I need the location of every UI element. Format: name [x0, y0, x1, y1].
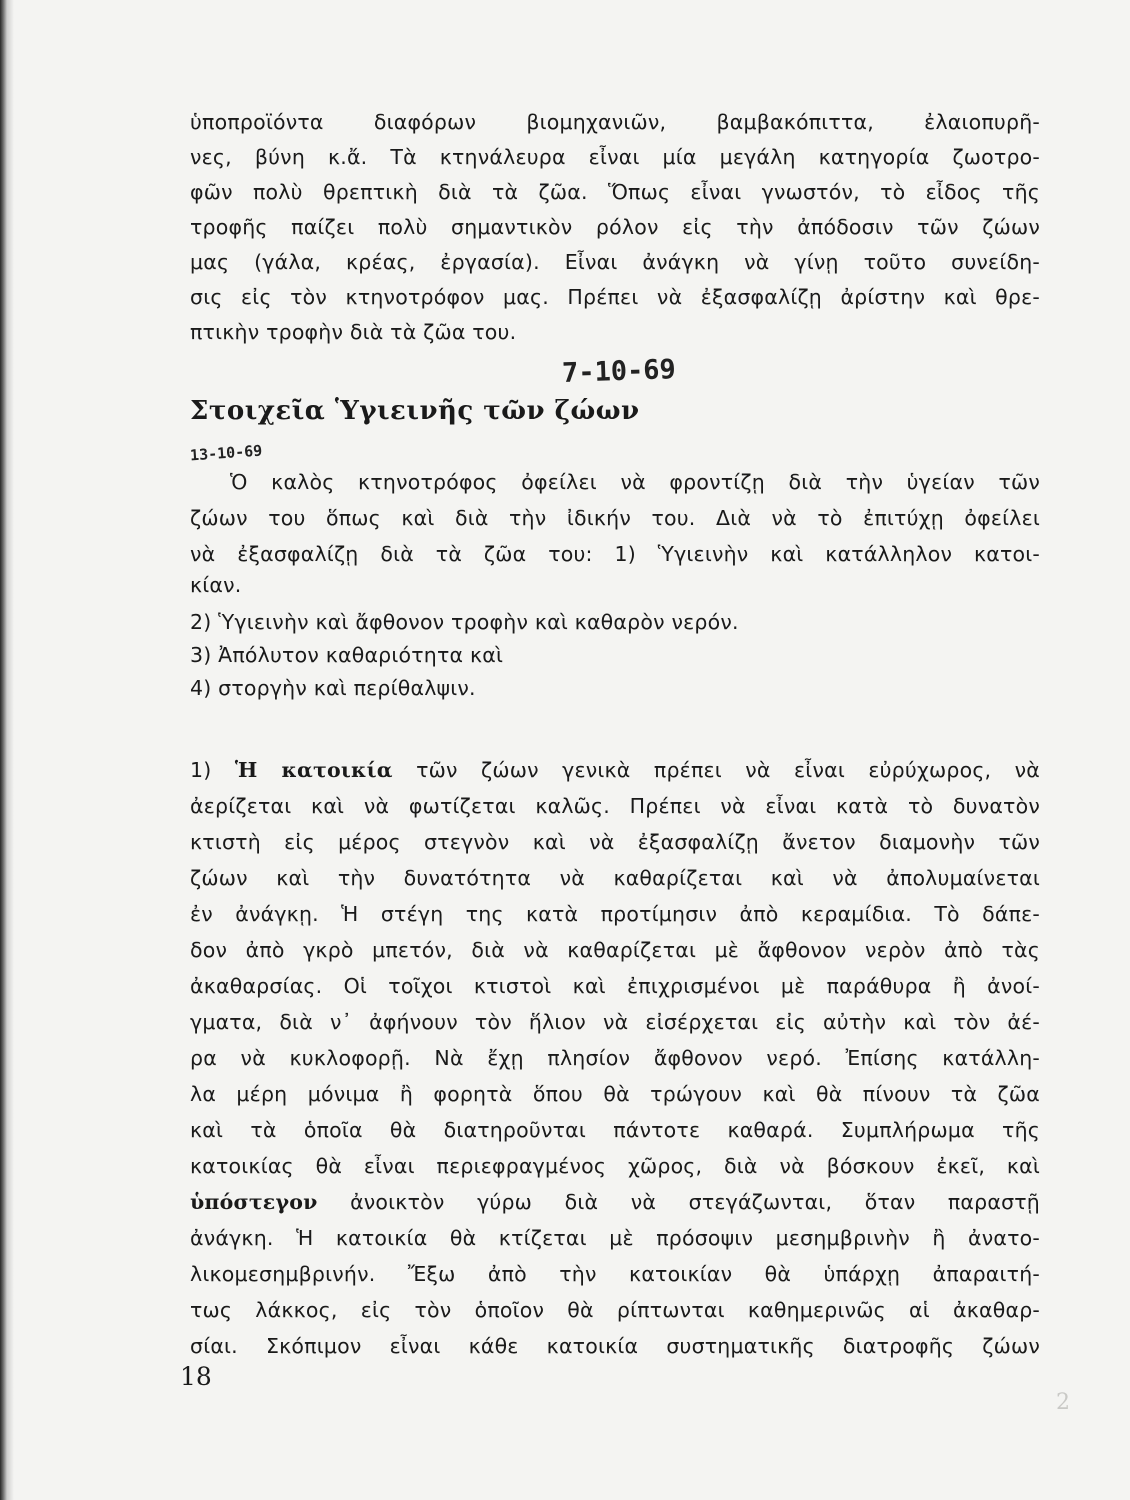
text-line: Ὁ καλὸς κτηνοτρόφος ὀφείλει νὰ φροντίζῃ διὰ τὴν ὑγείαν τῶν: [230, 470, 1040, 494]
text-line: πτικὴν τροφὴν διὰ τὰ ζῶα του.: [190, 320, 517, 344]
bleed-through-number: 2: [1056, 1390, 1070, 1415]
lead-rest: τῶν ζώων γενικὰ πρέπει νὰ εἶναι εὐρύχωρος, νὰ: [416, 758, 1041, 782]
text-line: ρα νὰ κυκλοφορῇ. Νὰ ἔχῃ πλησίον ἄφθονον νερό. Ἐπίσης κατάλλη-: [190, 1046, 1040, 1070]
text-line: καὶ τὰ ὁποῖα θὰ διατηροῦνται πάντοτε καθαρά. Συμπλήρωμα τῆς: [190, 1118, 1040, 1142]
text-line: λικομεσημβρινήν. Ἔξω ἀπὸ τὴν κατοικίαν θὰ ὑπάρχῃ ἀπαραιτή-: [190, 1262, 1040, 1286]
section-heading: Στοιχεῖα Ὑγιεινῆς τῶν ζώων: [190, 396, 640, 426]
text-line: κίαν.: [190, 573, 242, 597]
text-line: ζώων καὶ τὴν δυνατότητα νὰ καθαρίζεται καὶ νὰ ἀπολυμαίνεται: [190, 866, 1040, 890]
text-line: ὑποπροϊόντα διαφόρων βιομηχανιῶν, βαμβακόπιττα, ἐλαιοπυρῆ-: [190, 110, 1040, 134]
lead-bold-term: Ἡ κατοικία: [234, 758, 393, 782]
text-line: ἀνάγκη. Ἡ κατοικία θὰ κτίζεται μὲ πρόσοψιν μεσημβρινὴν ἢ ἀνατο-: [190, 1226, 1040, 1250]
text-line: σις εἰς τὸν κτηνοτρόφον μας. Πρέπει νὰ ἐξασφαλίζῃ ἀρίστην καὶ θρε-: [190, 285, 1040, 309]
text-line: λα μέρη μόνιμα ἢ φορητὰ ὅπου θὰ τρώγουν καὶ θὰ πίνουν τὰ ζῶα: [190, 1082, 1040, 1106]
text-line: μας (γάλα, κρέας, ἐργασία). Εἶναι ἀνάγκη νὰ γίνῃ τοῦτο συνείδη-: [190, 250, 1040, 274]
text-line: ἀερίζεται καὶ νὰ φωτίζεται καλῶς. Πρέπει νὰ εἶναι κατὰ τὸ δυνατὸν: [190, 794, 1040, 818]
list-item: 3) Ἀπόλυτον καθαριότητα καὶ: [190, 643, 504, 667]
text-line-with-bold: [190, 1186, 1040, 1218]
bold-line-rest: ἀνοικτὸν γύρω διὰ νὰ στεγάζωνται, ὅταν παραστῇ: [350, 1190, 1041, 1214]
text-line: νὰ ἐξασφαλίζῃ διὰ τὰ ζῶα του: 1) Ὑγιεινὴν καὶ κατάλληλον κατοι-: [190, 542, 1040, 566]
text-line: κτιστὴ εἰς μέρος στεγνὸν καὶ νὰ ἐξασφαλίζῃ ἄνετον διαμονὴν τῶν: [190, 830, 1040, 854]
bold-term: ὑπόστεγον: [190, 1190, 318, 1214]
text-line: τροφῆς παίζει πολὺ σημαντικὸν ρόλον εἰς τὴν ἀπόδοσιν τῶν ζώων: [190, 215, 1040, 239]
page-binding-edge: [0, 0, 14, 1500]
text-line: ἐν ἀνάγκῃ. Ἡ στέγη της κατὰ προτίμησιν ἀπὸ κεραμίδια. Τὸ δάπε-: [190, 902, 1040, 926]
lead-number: 1): [190, 758, 212, 782]
text-line: ζώων του ὅπως καὶ διὰ τὴν ἰδικήν του. Διὰ νὰ τὸ ἐπιτύχῃ ὀφείλει: [190, 506, 1040, 530]
text-line: ἀκαθαρσίας. Οἱ τοῖχοι κτιστοὶ καὶ ἐπιχρισμένοι μὲ παράθυρα ἢ ἀνοί-: [190, 974, 1040, 998]
list-item: 2) Ὑγιεινὴν καὶ ἄφθονον τροφὴν καὶ καθαρὸν νερόν.: [190, 610, 739, 634]
handwritten-date: 7-10-69: [561, 354, 677, 389]
text-line: σίαι. Σκόπιμον εἶναι κάθε κατοικία συστηματικῆς διατροφῆς ζώων: [190, 1334, 1040, 1358]
text-line: νες, βύνη κ.ἄ. Τὰ κτηνάλευρα εἶναι μία μεγάλη κατηγορία ζωοτρο-: [190, 145, 1040, 169]
text-line: γματα, διὰ ν᾽ ἀφήνουν τὸν ἥλιον νὰ εἰσέρχεται εἰς αὐτὴν καὶ τὸν ἀέ-: [190, 1010, 1040, 1034]
page-number: 18: [180, 1362, 212, 1391]
text-line: τως λάκκος, εἰς τὸν ὁποῖον θὰ ρίπτωνται καθημερινῶς αἱ ἀκαθαρ-: [190, 1298, 1040, 1322]
text-line-lead: [190, 754, 1040, 786]
text-line: κατοικίας θὰ εἶναι περιεφραγμένος χῶρος, διὰ νὰ βόσκουν ἐκεῖ, καὶ: [190, 1154, 1040, 1178]
list-item: 4) στοργὴν καὶ περίθαλψιν.: [190, 676, 476, 700]
text-line: φῶν πολὺ θρεπτικὴ διὰ τὰ ζῶα. Ὅπως εἶναι γνωστόν, τὸ εἶδος τῆς: [190, 180, 1040, 204]
handwritten-date-margin: 13-10-69: [189, 441, 263, 465]
text-line: δον ἀπὸ γκρὸ μπετόν, διὰ νὰ καθαρίζεται μὲ ἄφθονον νερὸν ἀπὸ τὰς: [190, 938, 1040, 962]
